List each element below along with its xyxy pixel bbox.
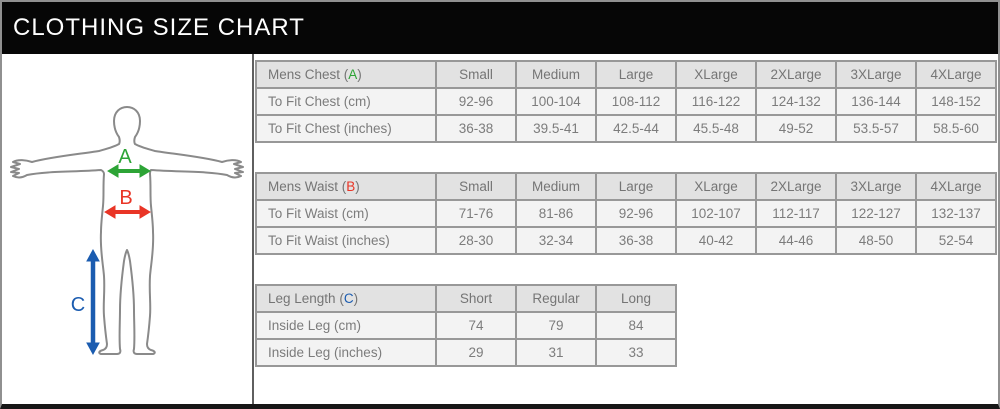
column-header: 4XLarge — [916, 173, 996, 200]
body-figure — [2, 54, 252, 404]
size-value: 81-86 — [516, 200, 596, 227]
body-measurement-figure-panel — [2, 54, 254, 404]
size-value: 58.5-60 — [916, 115, 996, 142]
column-header: 3XLarge — [836, 173, 916, 200]
table-row — [256, 115, 996, 142]
size-value: 42.5-44 — [596, 115, 676, 142]
size-value: 31 — [516, 339, 596, 366]
leg-length-arrow-label: C — [70, 294, 86, 316]
column-header: 2XLarge — [756, 61, 836, 88]
row-label: Inside Leg (cm) — [256, 312, 436, 339]
column-header: XLarge — [676, 173, 756, 200]
page-title: CLOTHING SIZE CHART — [13, 14, 305, 41]
size-value: 48-50 — [836, 227, 916, 254]
size-value: 52-54 — [916, 227, 996, 254]
row-label: Inside Leg (inches) — [256, 339, 436, 366]
table-title-letter: C — [343, 291, 354, 306]
column-header: 2XLarge — [756, 173, 836, 200]
size-value: 36-38 — [436, 115, 516, 142]
content-area — [2, 54, 998, 404]
title-bar — [2, 2, 998, 54]
column-header: Medium — [516, 61, 596, 88]
size-value: 36-38 — [596, 227, 676, 254]
column-header: Small — [436, 61, 516, 88]
size-value: 49-52 — [756, 115, 836, 142]
size-value: 45.5-48 — [676, 115, 756, 142]
table-title: Mens Chest (A) — [256, 61, 436, 88]
size-value: 116-122 — [676, 88, 756, 115]
table-row — [256, 339, 676, 366]
size-value: 124-132 — [756, 88, 836, 115]
column-header: 3XLarge — [836, 61, 916, 88]
size-value: 74 — [436, 312, 516, 339]
size-value: 136-144 — [836, 88, 916, 115]
size-value: 44-46 — [756, 227, 836, 254]
size-value: 33 — [596, 339, 676, 366]
column-header: Large — [596, 173, 676, 200]
leg-length-arrow — [87, 250, 99, 354]
size-value: 53.5-57 — [836, 115, 916, 142]
size-value: 29 — [436, 339, 516, 366]
size-value: 71-76 — [436, 200, 516, 227]
size-value: 132-137 — [916, 200, 996, 227]
size-value: 39.5-41 — [516, 115, 596, 142]
column-header: Short — [436, 285, 516, 312]
table-row — [256, 200, 996, 227]
size-table-0 — [255, 60, 997, 143]
size-value: 112-117 — [756, 200, 836, 227]
size-value: 28-30 — [436, 227, 516, 254]
row-label: To Fit Waist (inches) — [256, 227, 436, 254]
waist-arrow-label: B — [119, 187, 133, 209]
size-value: 148-152 — [916, 88, 996, 115]
row-label: To Fit Waist (cm) — [256, 200, 436, 227]
table-row — [256, 227, 996, 254]
row-label: To Fit Chest (cm) — [256, 88, 436, 115]
chest-arrow-label: A — [118, 146, 132, 168]
size-value: 108-112 — [596, 88, 676, 115]
column-header: 4XLarge — [916, 61, 996, 88]
column-header: Large — [596, 61, 676, 88]
size-value: 102-107 — [676, 200, 756, 227]
size-table-1 — [255, 172, 997, 255]
table-title: Mens Waist (B) — [256, 173, 436, 200]
column-header: XLarge — [676, 61, 756, 88]
table-title: Leg Length (C) — [256, 285, 436, 312]
column-header: Regular — [516, 285, 596, 312]
size-value: 122-127 — [836, 200, 916, 227]
size-table-2 — [255, 284, 677, 367]
size-value: 84 — [596, 312, 676, 339]
table-title-letter: B — [346, 179, 356, 194]
row-label: To Fit Chest (inches) — [256, 115, 436, 142]
table-title-letter: A — [348, 67, 358, 82]
table-row — [256, 88, 996, 115]
size-value: 40-42 — [676, 227, 756, 254]
size-value: 79 — [516, 312, 596, 339]
size-value: 100-104 — [516, 88, 596, 115]
table-row — [256, 312, 676, 339]
size-value: 92-96 — [596, 200, 676, 227]
size-tables — [254, 54, 998, 404]
size-value: 92-96 — [436, 88, 516, 115]
body-outline-icon — [11, 107, 243, 354]
column-header: Small — [436, 173, 516, 200]
size-value: 32-34 — [516, 227, 596, 254]
column-header: Medium — [516, 173, 596, 200]
column-header: Long — [596, 285, 676, 312]
